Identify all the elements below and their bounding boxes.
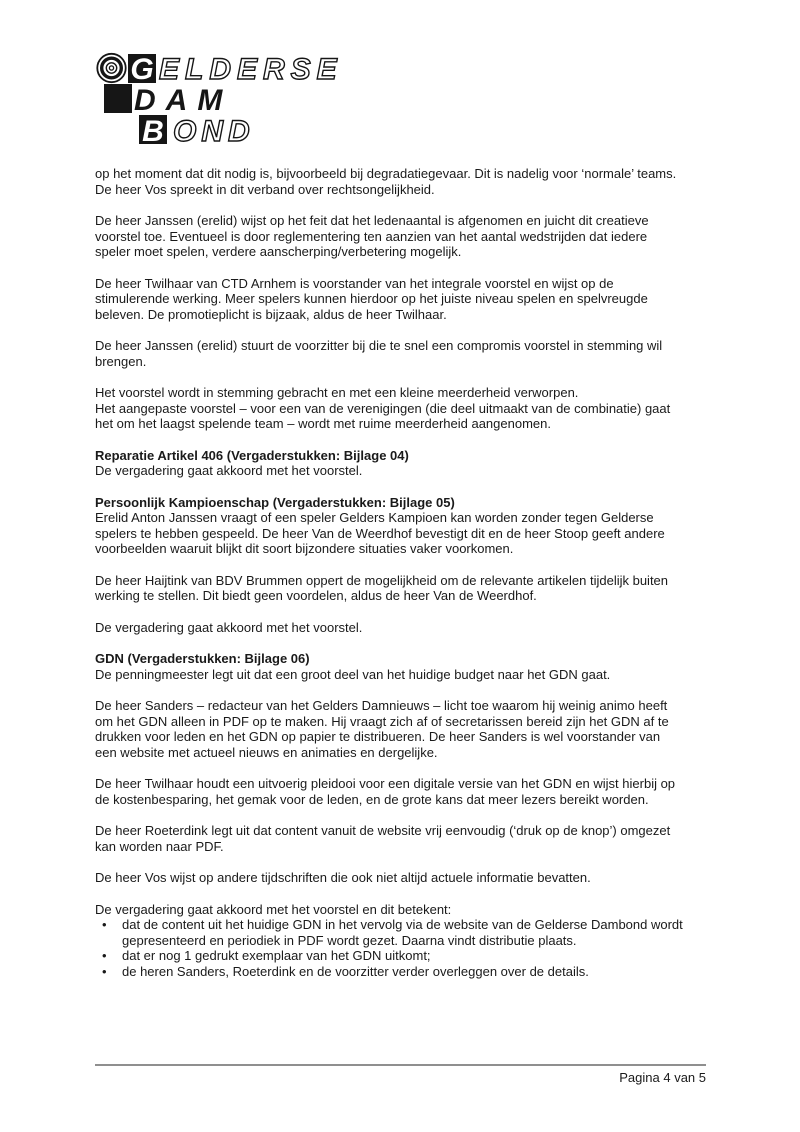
text-line: gepresenteerd en periodiek in PDF wordt gezet. Daarna vindt distributie plaats. <box>122 932 577 948</box>
paragraph <box>95 823 707 854</box>
text-line: speler moet spelen, verdere aanscherping/verbetering mogelijk. <box>95 244 462 259</box>
text-line: De vergadering gaat akkoord met het voorstel. <box>95 463 363 478</box>
text-line: voorbeelden waaruit blijkt dit soort bijzondere situaties vaker voorkomen. <box>95 541 514 556</box>
text-line: De heer Haijtink van BDV Brummen oppert de mogelijkheid om de relevante artikelen tijdelijk buiten <box>95 572 669 588</box>
logo-word-elderse: ELDERSE <box>159 53 343 86</box>
section-heading: GDN (Vergaderstukken: Bijlage 06) <box>95 651 310 666</box>
logo-word-ond: OND <box>173 115 255 148</box>
text-line: de kostenbesparing, het gemak voor de leden, en de grote kans dat meer lezers bereikt worden. <box>95 791 649 807</box>
text-line: om het GDN alleen in PDF op te maken. Hij vraagt zich af of secretarissen bereid zijn het GDN af te <box>95 713 669 729</box>
text-line: De heer Janssen (erelid) stuurt de voorzitter bij die te snel een compromis voorstel in stemming wil <box>95 338 663 353</box>
text-line: drukken voor leden en het GDN op papier te distribueren. De heer Sanders is wel voorstander van <box>95 729 661 744</box>
paragraph <box>95 870 707 886</box>
text-line: brengen. <box>95 353 147 369</box>
paragraph <box>95 698 707 760</box>
text-line: kan worden naar PDF. <box>95 838 224 854</box>
paragraph <box>95 667 707 683</box>
text-line: De heer Sanders – redacteur van het Gelders Damnieuws – licht toe waarom hij weinig animo heeft <box>95 698 668 713</box>
text-line: De heer Roeterdink legt uit dat content vanuit de website vrij eenvoudig (‘druk op de knop’) omgezet <box>95 823 671 838</box>
bullet-list <box>95 917 707 979</box>
footer-divider <box>95 1064 706 1066</box>
text-line: De vergadering gaat akkoord met het voorstel en dit betekent: <box>95 901 452 917</box>
text-line: het om het laagst spelende team – wordt met ruime meerderheid aangenomen. <box>95 416 551 431</box>
text-line: De heer Twilhaar houdt een uitvoerig pleidooi voor een digitale versie van het GDN en wijst hierbij op <box>95 776 676 791</box>
text-line: • dat er nog 1 gedrukt exemplaar van het GDN uitkomt; <box>122 948 431 963</box>
text-line: • de heren Sanders, Roeterdink en de voorzitter verder overleggen over de details. <box>122 963 589 979</box>
paragraph <box>95 776 707 807</box>
text-line: De heer Twilhaar van CTD Arnhem is voorstander van het integrale voorstel en wijst op de <box>95 275 614 291</box>
text-line: een website met actueel nieuws en animaties en dergelijke. <box>95 744 438 760</box>
text-line: stimulerende werking. Meer spelers kunnen hierdoor op het juiste niveau spelen en spelvreugde <box>95 291 648 306</box>
bullet-item <box>95 917 707 948</box>
text-line: De heer Vos spreekt in dit verband over rechtsongelijkheid. <box>95 181 435 197</box>
text-line: werking te stellen. Dit biedt geen voordelen, aldus de heer Van de Weerdhof. <box>95 588 537 603</box>
text-line: beleven. De promotieplicht is bijzaak, aldus de heer Twilhaar. <box>95 306 447 322</box>
paragraph <box>95 213 707 260</box>
logo-letter-b: B <box>142 115 164 148</box>
paragraph <box>95 573 707 604</box>
paragraph <box>95 463 707 479</box>
text-line: De heer Vos wijst op andere tijdschriften die ook niet altijd actuele informatie bevatten. <box>95 870 591 885</box>
text-line: Erelid Anton Janssen vraagt of een speler Gelders Kampioen kan worden zonder tegen Gelderse <box>95 510 654 525</box>
bullet-item <box>95 948 707 964</box>
paragraph <box>95 338 707 369</box>
text-line: Het aangepaste voorstel – voor een van de verenigingen (die deel uitmaakt van de combinatie) gaat <box>95 400 671 416</box>
text-line: De penningmeester legt uit dat een groot deel van het huidige budget naar het GDN gaat. <box>95 666 611 682</box>
bullet-item <box>95 964 707 980</box>
logo-square-blank <box>104 84 132 113</box>
text-line: spelers te hebben gespeeld. De heer Van de Weerdhof bevestigt dit en de heer Stoop geeft andere <box>95 525 665 541</box>
paragraph <box>95 510 707 557</box>
text-line: De heer Janssen (erelid) wijst op het feit dat het ledenaantal is afgenomen en juicht dit creatieve <box>95 213 649 228</box>
logo-letter-g: G <box>130 53 154 86</box>
document-blocks <box>95 166 707 995</box>
section-heading: Persoonlijk Kampioenschap (Vergaderstukken: Bijlage 05) <box>95 494 455 510</box>
paragraph <box>95 385 707 432</box>
text-line: voorstel toe. Eventueel is door reglementering ten aanzien van het aantal wedstrijden dat iedere <box>95 228 648 244</box>
paragraph <box>95 620 707 636</box>
text-line: De vergadering gaat akkoord met het voorstel. <box>95 619 363 635</box>
text-line: Het voorstel wordt in stemming gebracht en met een kleine meerderheid verworpen. <box>95 385 579 400</box>
paragraph <box>95 902 707 918</box>
paragraph <box>95 276 707 323</box>
gdb-logo <box>95 46 355 150</box>
section-heading: Reparatie Artikel 406 (Vergaderstukken: Bijlage 04) <box>95 447 409 463</box>
target-icon <box>97 54 125 82</box>
paragraph <box>95 166 707 197</box>
text-line: op het moment dat dit nodig is, bijvoorbeeld bij degradatiegevaar. Dit is nadelig voor ‘normale’ teams. <box>95 166 677 181</box>
logo-word-dam: DAM <box>134 84 233 117</box>
page-number: Pagina 4 van 5 <box>619 1070 706 1085</box>
text-line: • dat de content uit het huidige GDN in het vervolg via de website van de Gelderse Dambond wordt <box>122 917 683 932</box>
